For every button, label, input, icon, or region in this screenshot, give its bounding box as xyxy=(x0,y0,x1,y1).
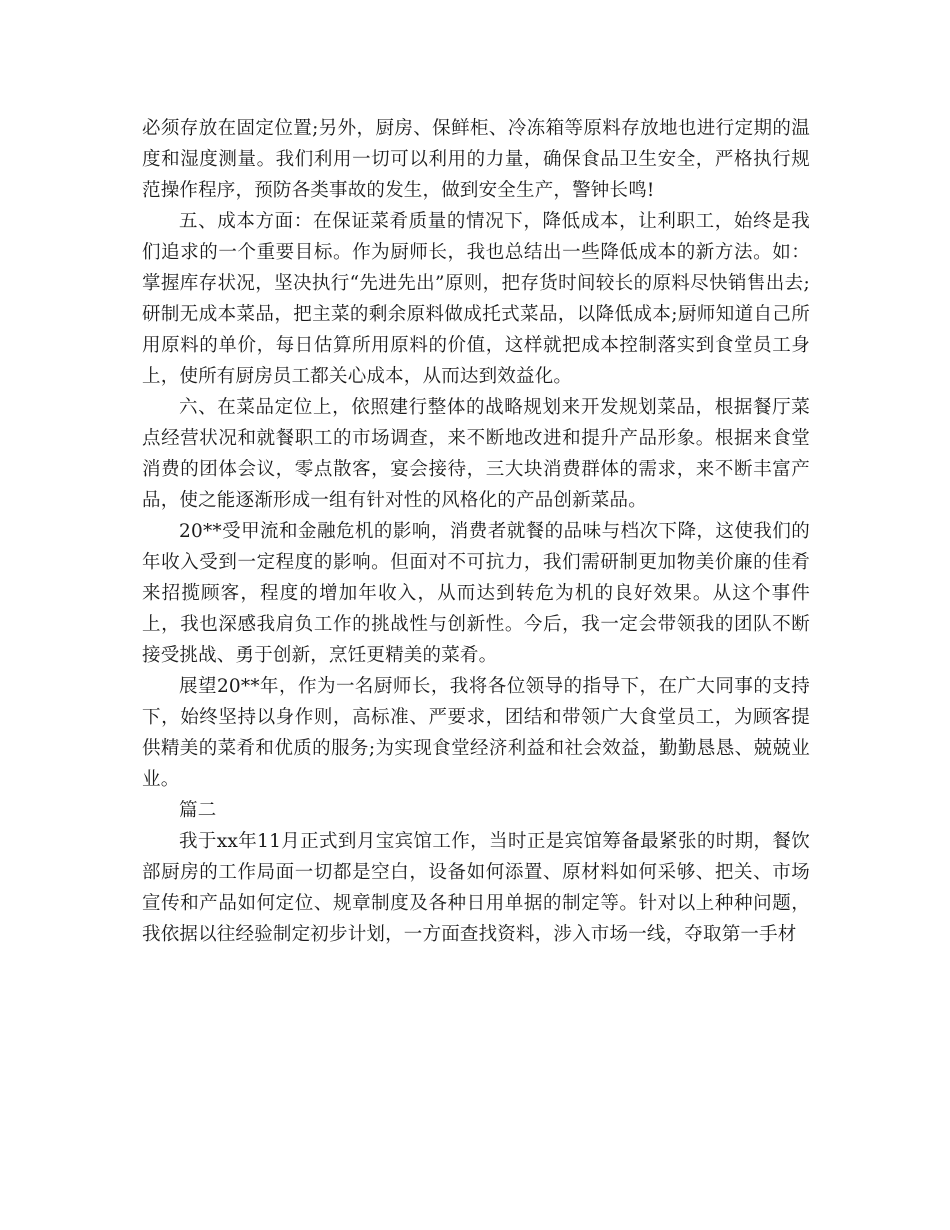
paragraph-joining-hotel: 我于xx年11月正式到月宝宾馆工作，当时正是宾馆筹备最紧张的时期，餐饮部厨房的工作局面一切都是空白，设备如何添置、原材料如何采够、把关、市场宣传和产品如何定位、规章制度及各种日用单据的制定等。针对以上种种问题，我依据以往经验制定初步计划，一方面查找资料，涉入市场一线，夺取第一手材 xyxy=(142,831,810,945)
paragraph-storage-safety: 必须存放在固定位置;另外，厨房、保鲜柜、冷冻箱等原料存放地也进行定期的温度和湿度测量。我们利用一切可以利用的力量，确保食品卫生安全，严格执行规范操作程序，预防各类事故的发生，做到安全生产，警钟长鸣! xyxy=(142,118,810,201)
document-body xyxy=(142,113,810,950)
paragraph-menu-positioning: 六、在菜品定位上，依照建行整体的战略规划来开发规划菜品，根据餐厅菜点经营状况和就餐职工的市场调查，来不断地改进和提升产品形象。根据来食堂消费的团体会议，零点散客，宴会接待，三大块消费群体的需求，来不断丰富产品，使之能逐渐形成一组有针对性的风格化的产品创新菜品。 xyxy=(142,397,810,511)
paragraph-crisis-impact: 20**受甲流和金融危机的影响，消费者就餐的品味与档次下降，这使我们的年收入受到一定程度的影响。但面对不可抗力，我们需研制更加物美价廉的佳肴来招揽顾客，程度的增加年收入，从而达到转危为机的良好效果。从这个事件上，我也深感我肩负工作的挑战性与创新性。今后，我一定会带领我的团队不断接受挑战、勇于创新，烹饪更精美的菜肴。 xyxy=(142,521,810,666)
paragraph-cost: 五、成本方面：在保证菜肴质量的情况下，降低成本，让利职工，始终是我们追求的一个重要目标。作为厨师长，我也总结出一些降低成本的新方法。如：掌握库存状况，坚决执行“先进先出”原则，把存货时间较长的原料尽快销售出去;研制无成本菜品，把主菜的剩余原料做成托式菜品，以降低成本;厨师知道自己所用原料的单价，每日估算所用原料的价值，这样就把成本控制落实到食堂员工身上，使所有厨房员工都关心成本，从而达到效益化。 xyxy=(142,211,810,387)
paragraph-outlook: 展望20**年，作为一名厨师长，我将各位领导的指导下，在广大同事的支持下，始终坚持以身作则，高标准、严要求，团结和带领广大食堂员工，为顾客提供精美的菜肴和优质的服务;为实现食堂经济利益和社会效益，勤勤恳恳、兢兢业业。 xyxy=(142,676,810,790)
section-heading-part-two: 篇二 xyxy=(179,800,217,821)
